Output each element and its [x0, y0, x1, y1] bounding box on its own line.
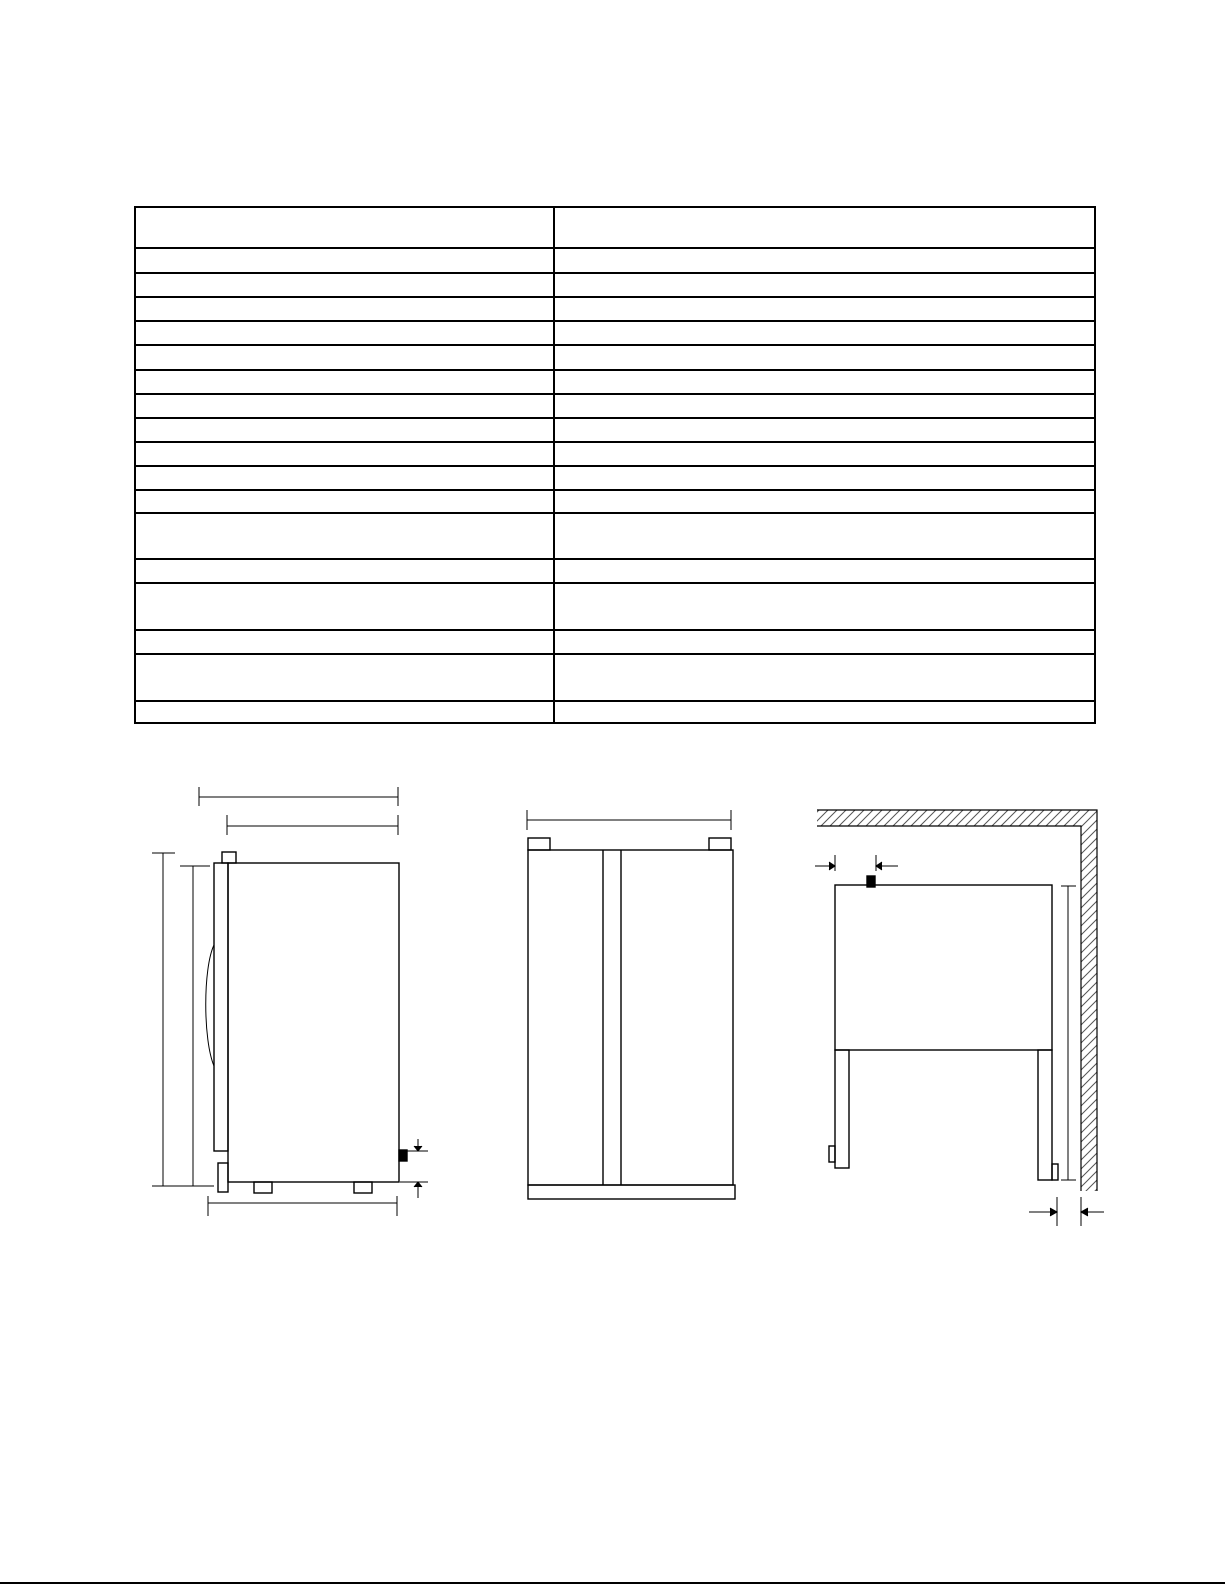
left-hinge-cap [528, 838, 550, 850]
top-clearance-marks [815, 855, 898, 871]
cabinet-height-dimension-line [180, 866, 210, 1186]
door-handle [206, 945, 214, 1066]
top-view [815, 810, 1104, 1226]
rear-foot [354, 1182, 372, 1193]
page-bottom-rule [0, 1582, 1225, 1584]
clearance-arrows [400, 1139, 428, 1198]
front-cabinet-body [528, 850, 733, 1185]
door-swing-dimension-line [1061, 886, 1076, 1180]
wall-hatching [817, 810, 1097, 1191]
width-dimension-line [527, 810, 731, 830]
right-door-handle [1052, 1164, 1058, 1180]
lower-grille [218, 1163, 228, 1192]
side-door [214, 863, 228, 1151]
side-view [152, 787, 428, 1216]
wall-outline [817, 810, 1097, 1191]
side-cabinet-body [228, 863, 399, 1182]
left-door-handle [829, 1146, 835, 1162]
overall-height-dimension-line [152, 853, 214, 1186]
base-depth-dimension-line [208, 1196, 397, 1216]
left-door-open [835, 1050, 849, 1168]
front-view [527, 810, 735, 1199]
top-cabinet-body [835, 885, 1052, 1050]
right-door-open [1038, 1050, 1052, 1180]
cabinet-depth-dimension-line [227, 815, 398, 835]
front-base-grille [528, 1185, 735, 1199]
water-connector [399, 1150, 407, 1161]
top-hinge-cap [222, 852, 236, 863]
right-hinge-cap [709, 838, 731, 850]
front-foot [254, 1182, 272, 1193]
depth-dimension-line [199, 787, 398, 806]
wall-clearance-marks [1029, 1197, 1104, 1226]
